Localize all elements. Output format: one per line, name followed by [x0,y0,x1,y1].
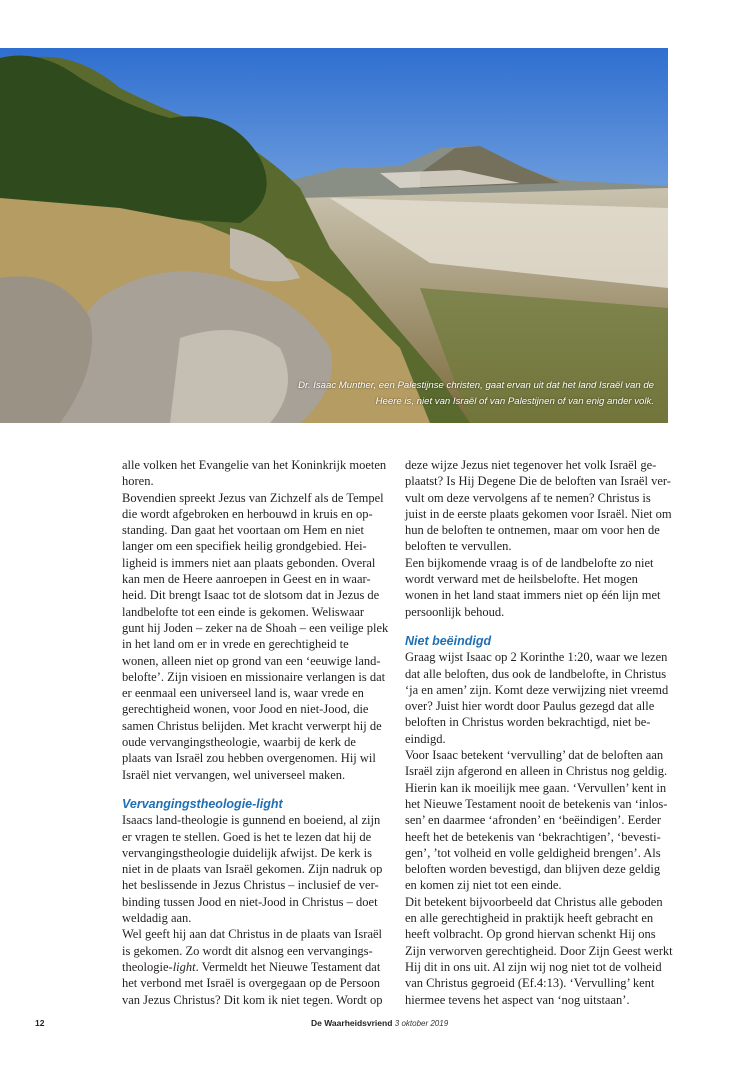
body-line: hiermee tevens het aspect van ‘nog uitstaan’. [405,992,630,1007]
body-line: plaatst? Is Hij Degene Die de beloften van Israël ver- [405,474,671,489]
body-line: wonen in het land staat immers niet op één lijn met [405,588,661,603]
body-line: gerechtigheid wonen, voor Jood en niet-Jood, die [122,702,369,717]
body-line: weldadig aan. [122,911,192,926]
caption-line: Dr. Isaac Munther, een Palestijnse christen, gaat ervan uit dat het land Israël van de [298,380,654,391]
body-text [405,457,673,620]
body-line: het verbond met Israël is overgegaan op de Persoon [122,976,381,991]
body-line: over? Juist hier wordt door Paulus gezegd dat alle [405,699,655,714]
body-line: sen’ en daarmee ‘afronden’ en ‘beëindigen’. Eerder [405,813,661,828]
body-line: niet in de plaats van Israël gekomen. Zijn nadruk op [122,862,383,877]
body-line: alle volken het Evangelie van het Koninkrijk moeten [122,458,387,472]
body-line: langer om een specifiek heilig grondgebied. Hei- [122,539,367,554]
body-line: beloften in Christus worden bekrachtigd, niet be- [405,715,651,730]
body-line: binding tussen Jood en niet-Jood in Christus – doet [122,894,378,909]
article-column-right [405,457,673,1008]
section-heading: Niet beëindigd [405,633,492,648]
body-line: horen. [122,474,154,489]
publication-name: De Waarheidsvriend [311,1018,393,1028]
body-line: hun de beloften te ontnemen, maar om voor hen de [405,523,660,538]
body-line: Wel geeft hij aan dat Christus in de plaats van Israël [122,927,383,942]
body-line: oude vervangingstheologie, waarbij de kerk de [122,735,356,750]
body-line: Zijn verworven gerechtigheid. Door Zijn Geest werkt [405,943,673,958]
body-line: die wordt afgebroken en herbouwd in kruis en op- [122,506,373,521]
publication-date: 3 oktober 2019 [394,1019,449,1028]
body-text [122,975,392,1008]
body-line: Bovendien spreekt Jezus van Zichzelf als de Tempel [122,490,384,505]
body-line: het Nieuwe Testament nooit de betekenis van ‘inlos- [405,796,668,811]
body-line: Graag wijst Isaac op 2 Korinthe 1:20, waar we lezen [405,650,668,665]
body-line: beloften te vervullen. [405,539,512,554]
body-line: van Jezus Christus? Dit kom ik niet tegen. Wordt op [122,992,383,1007]
body-line: van Christus gegroeid (Ef.4:13). ‘Vervulling’ kent [405,976,655,991]
italic-word: light [172,959,196,974]
section-heading: Vervangingstheologie-light [122,796,283,811]
body-line: heeft het de betekenis van ‘bekrachtigen’, ‘bevesti- [405,829,661,844]
body-line: is gekomen. Zo wordt dit alsnog een vervangings- [122,943,373,958]
landscape-illustration [0,48,668,423]
body-line: ‘ja en amen’ zijn. Komt deze verwijzing niet vreemd [405,682,669,697]
body-line: Een bijkomende vraag is of de landbelofte zo niet [405,555,654,570]
body-line: Israël zijn afgerond en alleen in Christus nog geldig. [405,764,668,779]
text: . Vermeldt het Nieuwe Testament dat [195,959,381,974]
body-line: en komen zij niet tot een einde. [405,878,562,893]
body-text [122,812,392,959]
body-line: wonen, alleen niet op grond van een ‘eeuwige land- [122,653,381,668]
body-line: Hij dit in ons uit. Al zijn wij nog niet tot de volheid [405,959,662,974]
caption-line: Heere is, niet van Israël of van Palestijnen of van enig ander volk. [375,396,654,407]
body-line: heid. Dit brengt Isaac tot de slotsom dat in Jezus de [122,588,380,603]
body-line: ligheid is immers niet aan plaats gebonden. Overal [122,555,376,570]
body-line: Israël niet vervangen, wel universeel maken. [122,767,346,782]
body-line: het beslissende in Jezus Christus – inclusief de ver- [122,878,379,893]
body-line: er vragen te stellen. Goed is het te lezen dat hij de [122,829,372,844]
footer-publication [311,1018,448,1028]
body-text [122,457,392,783]
body-text [405,649,673,1008]
body-line: gunt hij Joden – zeker na de Shoah – een veilige plek [122,620,389,635]
body-line: Hierin kan ik moeilijk mee gaan. ‘Vervullen’ kent in [405,780,667,795]
body-line: eindigd. [405,731,446,746]
article-column-left [122,457,392,1008]
body-line [122,959,392,975]
body-line: standing. Dan gaat het voortaan om Hem en niet [122,523,364,538]
body-line: belofte’. Zijn visioen en missionaire verlangen is dat [122,669,386,684]
body-line: heeft volbracht. Op grond hiervan schenkt Hij ons [405,927,656,942]
photo-caption [254,378,654,410]
body-line: samen Christus belijden. Met kracht verwerpt hij de [122,718,382,733]
body-line: gen’, ’tot volheid en volle geldigheid brengen’. Als [405,845,661,860]
body-line: deze wijze Jezus niet tegenover het volk Israël ge- [405,458,657,472]
body-line: dat alle beloften, dus ook de landbelofte, in Christus [405,666,667,681]
body-line: landbelofte tot een einde is gekomen. Weliswaar [122,604,365,619]
body-line: Voor Isaac betekent ‘vervulling’ dat de beloften aan [405,748,664,763]
text: theologie- [122,959,173,974]
body-line: in het land om er in vrede en gerechtigheid te [122,637,349,652]
body-line: plaats van Israël zou hebben overgenomen. Hij wil [122,751,376,766]
body-line: vervangingstheologie duidelijk afwijst. De kerk is [122,845,372,860]
body-line: juist in de eerste plaats gekomen voor Israël. Niet om [405,506,672,521]
body-line: Dit betekent bijvoorbeeld dat Christus alle geboden [405,894,663,909]
body-line: er eenmaal een universeel land is, waar vrede en [122,686,364,701]
body-line: vult om deze vervolgens af te nemen? Christus is [405,490,651,505]
page-number: 12 [35,1018,45,1028]
body-line: en alle gerechtigheid in praktijk heeft gebracht en [405,911,654,926]
body-line: wordt verward met de heilsbelofte. Het mogen [405,572,638,587]
body-line: beloften worden bevestigd, dan blijven deze geldig [405,862,661,877]
body-line: persoonlijk behoud. [405,604,505,619]
landscape-photo [0,48,668,423]
body-line: kan men de Heere aanroepen in Geest en in waar- [122,572,371,587]
body-line: Isaacs land-theologie is gunnend en boeiend, al zijn [122,813,381,828]
